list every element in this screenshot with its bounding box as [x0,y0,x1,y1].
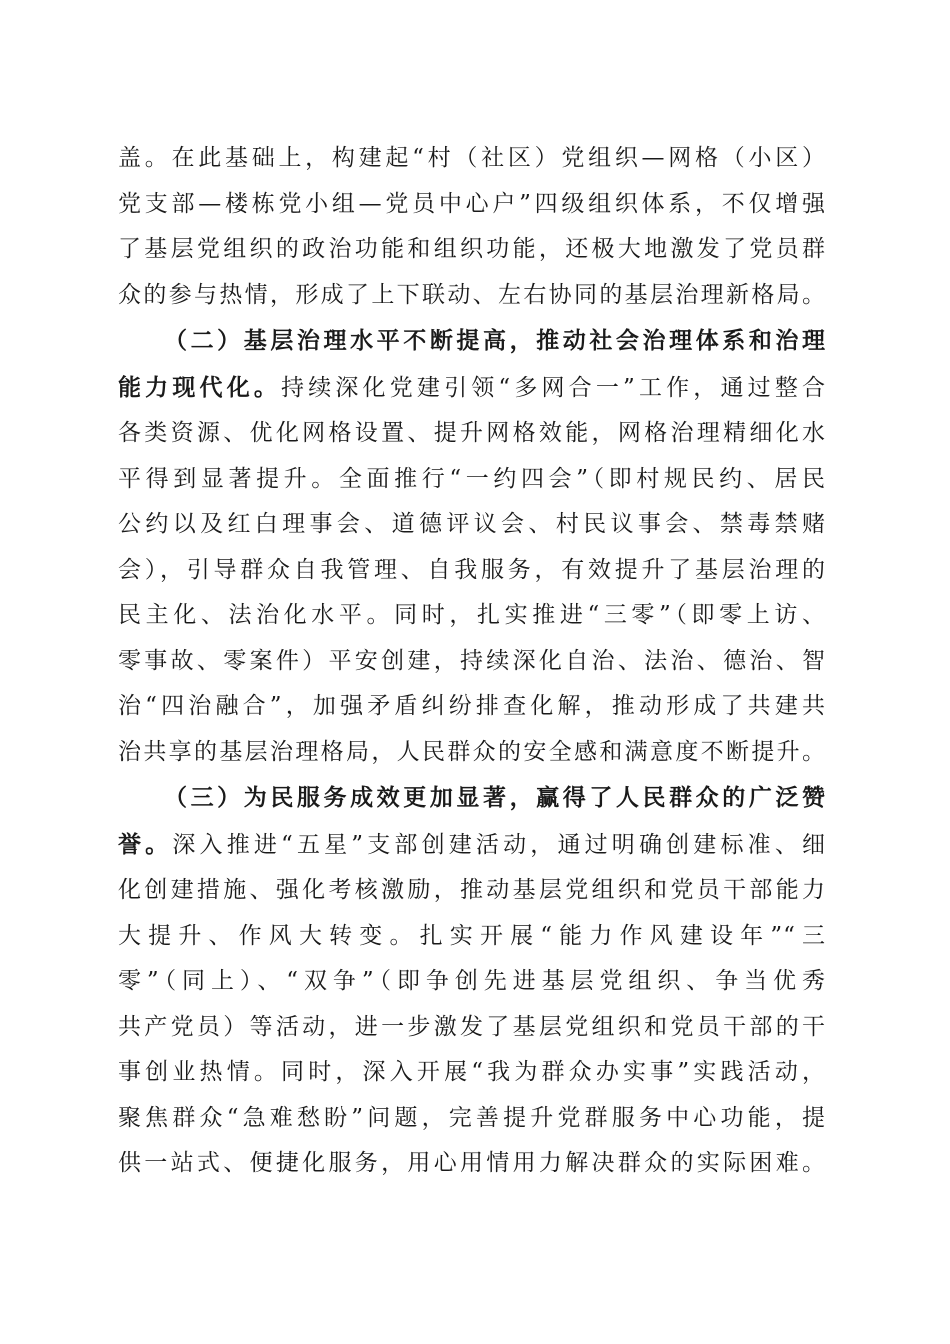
text-line: 事创业热情。同时，深入开展“我为群众办实事”实践活动， [118,1059,826,1085]
text-line: 了基层党组织的政治功能和组织功能，还极大地激发了党员群 [118,236,826,262]
heading-text: （三）为民服务成效更加显著，赢得了人民群众的广泛赞 [164,784,826,811]
text-line: 零事故、零案件）平安创建，持续深化自治、法治、德治、智 [118,647,826,674]
paragraph-2 [118,318,826,775]
document-page [118,136,826,1187]
text-line [118,365,826,412]
text-line: 供一站式、便捷化服务，用心用情用力解决群众的实际困难。 [118,1150,826,1176]
body-text: 深入推进“五星”支部创建活动，通过明确创建标准、细 [172,831,826,858]
text-line: 会），引导群众自我管理、自我服务，有效提升了基层治理的 [118,556,826,583]
paragraph-1 [118,136,826,318]
text-line: 各类资源、优化网格设置、提升网格效能，网格治理精细化水 [118,420,826,446]
text-line [118,822,826,869]
heading-text-continued: 能力现代化。 [118,373,282,401]
text-line: 治共享的基层治理格局，人民群众的安全感和满意度不断提升。 [118,738,826,765]
heading-text-continued: 誉。 [118,830,173,858]
text-line: 平得到显著提升。全面推行“一约四会”（即村规民约、居民 [118,465,826,492]
section-heading-2 [118,318,826,365]
body-text: 持续深化党建引领“多网合一”工作，通过整合 [281,374,826,401]
text-line: 盖。在此基础上，构建起“村（社区）党组织—网格（小区） [118,145,826,171]
text-line: 聚焦群众“急难愁盼”问题，完善提升党群服务中心功能，提 [118,1104,826,1131]
heading-text: （二）基层治理水平不断提高，推动社会治理体系和治理 [164,327,826,354]
text-line: 化创建措施、强化考核激励，推动基层党组织和党员干部能力 [118,877,826,903]
section-heading-3 [118,775,826,822]
text-line: 公约以及红白理事会、道德评议会、村民议事会、禁毒禁赌 [118,511,826,537]
paragraph-3 [118,775,826,1187]
text-line: 共产党员）等活动，进一步激发了基层党组织和党员干部的干 [118,1013,826,1040]
text-line: 治“四治融合”，加强矛盾纠纷排查化解，推动形成了共建共 [118,693,826,719]
text-line: 党支部—楼栋党小组—党员中心户”四级组织体系，不仅增强 [118,190,826,217]
text-line: 零”（同上）、“双争”（即争创先进基层党组织、争当优秀 [118,968,826,994]
text-line: 大提升、作风大转变。扎实开展“能力作风建设年”“三 [118,922,826,949]
text-line: 众的参与热情，形成了上下联动、左右协同的基层治理新格局。 [118,281,826,308]
text-line: 民主化、法治化水平。同时，扎实推进“三零”（即零上访、 [118,602,826,628]
